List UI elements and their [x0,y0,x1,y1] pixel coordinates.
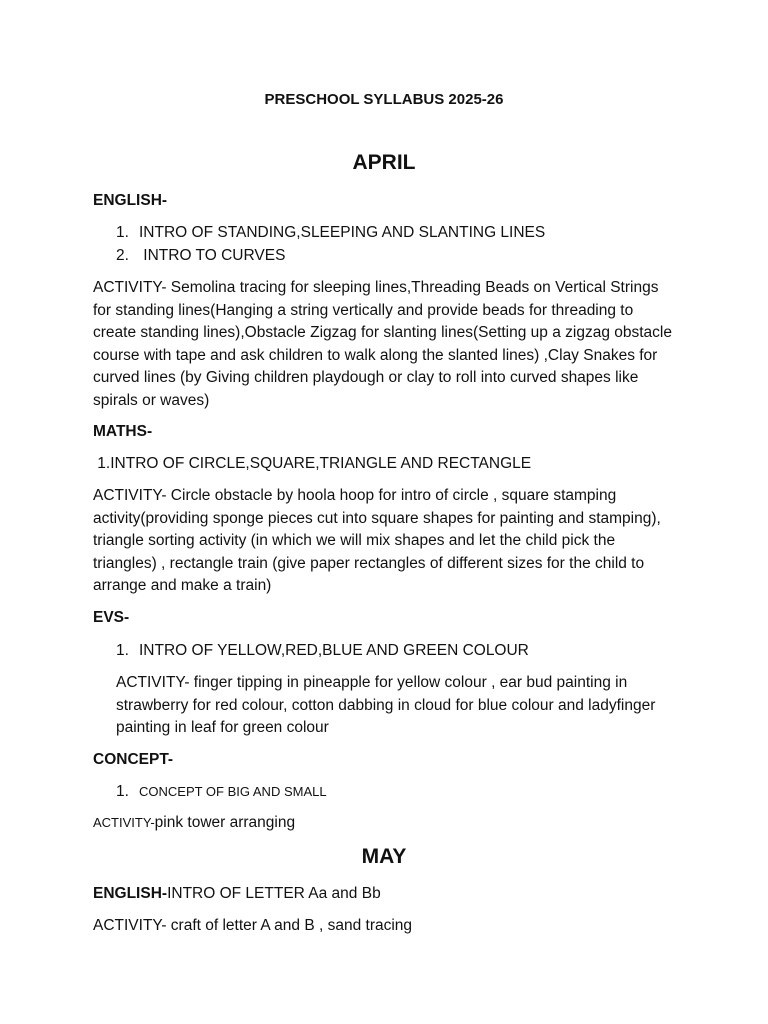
evs-topics-list [93,640,653,663]
list-item: 1. CONCEPT OF BIG AND SMALL [116,783,327,800]
english-topics-list [93,222,653,267]
list-item: 1. INTRO OF STANDING,SLEEPING AND SLANTING LINES [116,224,546,241]
maths-activity-paragraph: ACTIVITY- Circle obstacle by hoola hoop for intro of circle , square stamping activity(providing sponge pieces cut into square shapes for painting and stamping), triangle sorting activity (in which we will mix shapes and let the child pick the triangles) , rectangle train (give paper rectangles of different sizes for the child to arrange and make a train) [93,487,661,594]
list-item: 1. INTRO OF YELLOW,RED,BLUE AND GREEN COLOUR [116,642,529,659]
english-heading: ENGLISH- [93,192,168,209]
concept-activity: ACTIVITY-pink tower arranging [93,814,296,831]
month-heading-april: APRIL [352,151,416,174]
evs-activity-paragraph: ACTIVITY- finger tipping in pineapple for yellow colour , ear bud painting in strawberry for red colour, cotton dabbing in cloud for blue colour and ladyfinger painting in leaf for green colour [116,674,656,736]
concept-topics-list [93,781,653,804]
may-activity-line: ACTIVITY- craft of letter A and B , sand tracing [93,917,413,934]
maths-heading: MATHS- [93,423,153,440]
list-item: 2. INTRO TO CURVES [116,246,286,264]
document-title: PRESCHOOL SYLLABUS 2025-26 [264,91,504,108]
maths-topic: 1.INTRO OF CIRCLE,SQUARE,TRIANGLE AND RECTANGLE [93,455,532,472]
evs-heading: EVS- [93,609,130,626]
may-english-line: ENGLISH-INTRO OF LETTER Aa and Bb [93,885,381,902]
month-heading-may: MAY [361,845,407,868]
english-activity-paragraph: ACTIVITY- Semolina tracing for sleeping lines,Threading Beads on Vertical Strings for standing lines(Hanging a string vertically and provide beads for threading to create standing lines),Obstacle Zigzag for slanting lines(Setting up a zigzag obstacle course with tape and ask children to walk along the slanted lines) ,Clay Snakes for curved lines (by Giving children playdough or clay to roll into curved shapes like spirals or waves) [93,279,672,409]
concept-heading: CONCEPT- [93,751,174,768]
